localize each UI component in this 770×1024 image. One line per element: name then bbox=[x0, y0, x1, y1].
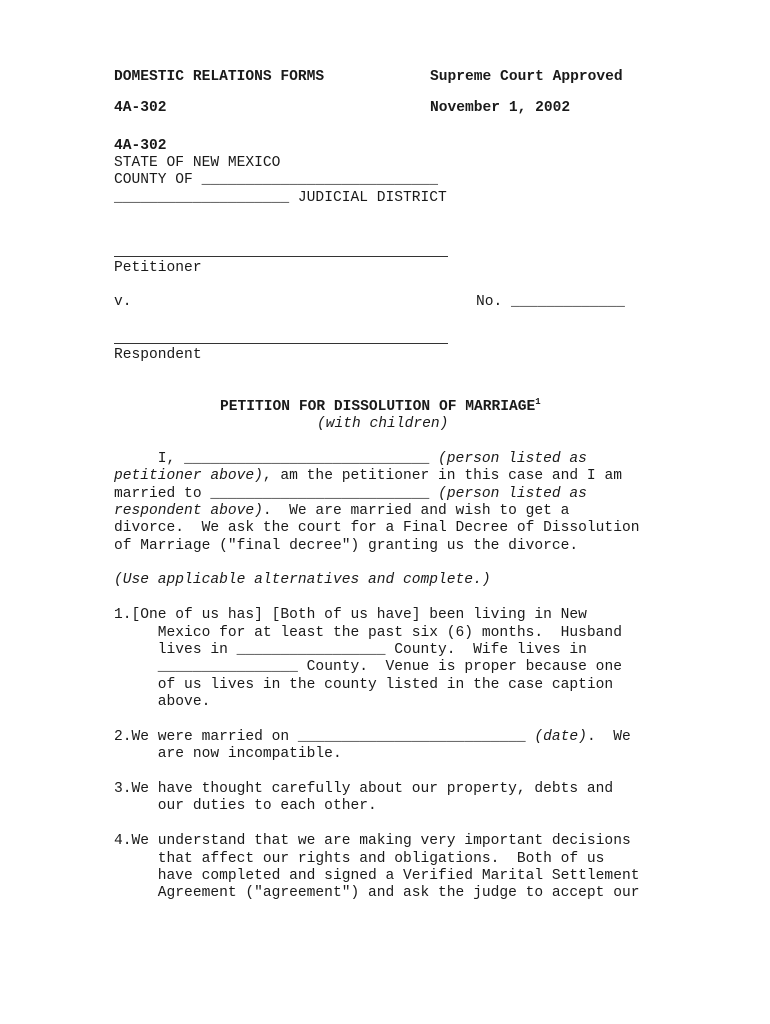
intro-line-1 bbox=[114, 451, 587, 468]
item-text: County. Venue is proper because one bbox=[297, 659, 622, 675]
item-text: . We bbox=[586, 729, 631, 745]
header-form-category: DOMESTIC RELATIONS FORMS bbox=[114, 69, 325, 85]
caption-form-number: 4A-302 bbox=[114, 138, 167, 154]
county-label: COUNTY OF bbox=[114, 172, 193, 188]
intro-text: , am the petitioner in this case and I am bbox=[262, 468, 622, 484]
marriage-date-blank[interactable]: __________________________ bbox=[297, 729, 526, 745]
item-3-line-1: 3.We have thought carefully about our property, debts and bbox=[114, 781, 614, 797]
respondent-label: Respondent bbox=[114, 347, 202, 363]
item-1-line-3 bbox=[114, 642, 587, 659]
petition-title bbox=[220, 399, 541, 416]
header-approval: Supreme Court Approved bbox=[430, 69, 623, 85]
case-number-label: No. bbox=[476, 294, 503, 310]
respondent-name-blank[interactable]: _________________________ bbox=[210, 486, 430, 502]
item-4-line-4: Agreement ("agreement") and ask the judge to accept our bbox=[114, 885, 640, 901]
intro-line-5: divorce. We ask the court for a Final Decree of Dissolution bbox=[114, 520, 640, 536]
intro-italic: (person listed as bbox=[438, 451, 587, 467]
item-3-line-2: our duties to each other. bbox=[114, 798, 377, 814]
intro-text: married to bbox=[114, 486, 211, 502]
intro-text bbox=[429, 451, 438, 467]
intro-italic: respondent above) bbox=[114, 503, 263, 519]
item-4-line-3: have completed and signed a Verified Marital Settlement bbox=[114, 868, 640, 884]
intro-text: I, bbox=[114, 451, 185, 467]
item-1-line-5: of us lives in the county listed in the case caption bbox=[114, 677, 614, 693]
item-2-line-2: are now incompatible. bbox=[114, 746, 342, 762]
item-4-line-1: 4.We understand that we are making very important decisions bbox=[114, 833, 631, 849]
petitioner-name-blank[interactable]: ____________________________ bbox=[184, 451, 430, 467]
item-text: 2.We were married on bbox=[114, 729, 298, 745]
item-italic: (date) bbox=[534, 729, 587, 745]
intro-line-6: of Marriage ("final decree") granting us the divorce. bbox=[114, 538, 579, 554]
intro-line-3 bbox=[114, 486, 587, 503]
caption-county-line bbox=[114, 172, 438, 189]
header-date: November 1, 2002 bbox=[430, 100, 571, 116]
district-label: JUDICIAL DISTRICT bbox=[297, 190, 447, 206]
petitioner-signature-line[interactable] bbox=[114, 256, 448, 257]
item-1-line-4 bbox=[114, 659, 622, 676]
wife-county-blank[interactable]: ________________ bbox=[114, 659, 298, 675]
district-blank[interactable]: ____________________ bbox=[114, 190, 290, 206]
caption-district-line bbox=[114, 190, 447, 207]
caption-state: STATE OF NEW MEXICO bbox=[114, 155, 281, 171]
item-1-line-1: 1.[One of us has] [Both of us have] been living in New bbox=[114, 607, 587, 623]
item-4-line-2: that affect our rights and obligations. Both of us bbox=[114, 851, 605, 867]
husband-county-blank[interactable]: _________________ bbox=[236, 642, 386, 658]
intro-line-2 bbox=[114, 468, 622, 485]
petitioner-label: Petitioner bbox=[114, 260, 202, 276]
intro-line-4 bbox=[114, 503, 569, 520]
case-number-blank[interactable]: _____________ bbox=[511, 294, 625, 310]
item-1-line-6: above. bbox=[114, 694, 211, 710]
title-text: PETITION FOR DISSOLUTION OF MARRIAGE bbox=[220, 399, 536, 415]
item-text: lives in bbox=[114, 642, 237, 658]
intro-italic: petitioner above) bbox=[114, 468, 263, 484]
petition-subtitle: (with children) bbox=[317, 416, 449, 432]
item-1-line-2: Mexico for at least the past six (6) months. Husband bbox=[114, 625, 622, 641]
intro-text bbox=[429, 486, 438, 502]
case-number-line bbox=[476, 294, 625, 311]
respondent-signature-line[interactable] bbox=[114, 343, 448, 344]
intro-text: . We are married and wish to get a bbox=[262, 503, 570, 519]
item-text: County. Wife lives in bbox=[385, 642, 587, 658]
county-blank[interactable]: ___________________________ bbox=[201, 172, 439, 188]
item-2-line-1 bbox=[114, 729, 631, 746]
header-form-number: 4A-302 bbox=[114, 100, 167, 116]
footnote-mark: 1 bbox=[535, 397, 541, 407]
versus-label: v. bbox=[114, 294, 132, 310]
instruction-text: (Use applicable alternatives and complete.) bbox=[114, 572, 491, 588]
intro-italic: (person listed as bbox=[438, 486, 587, 502]
